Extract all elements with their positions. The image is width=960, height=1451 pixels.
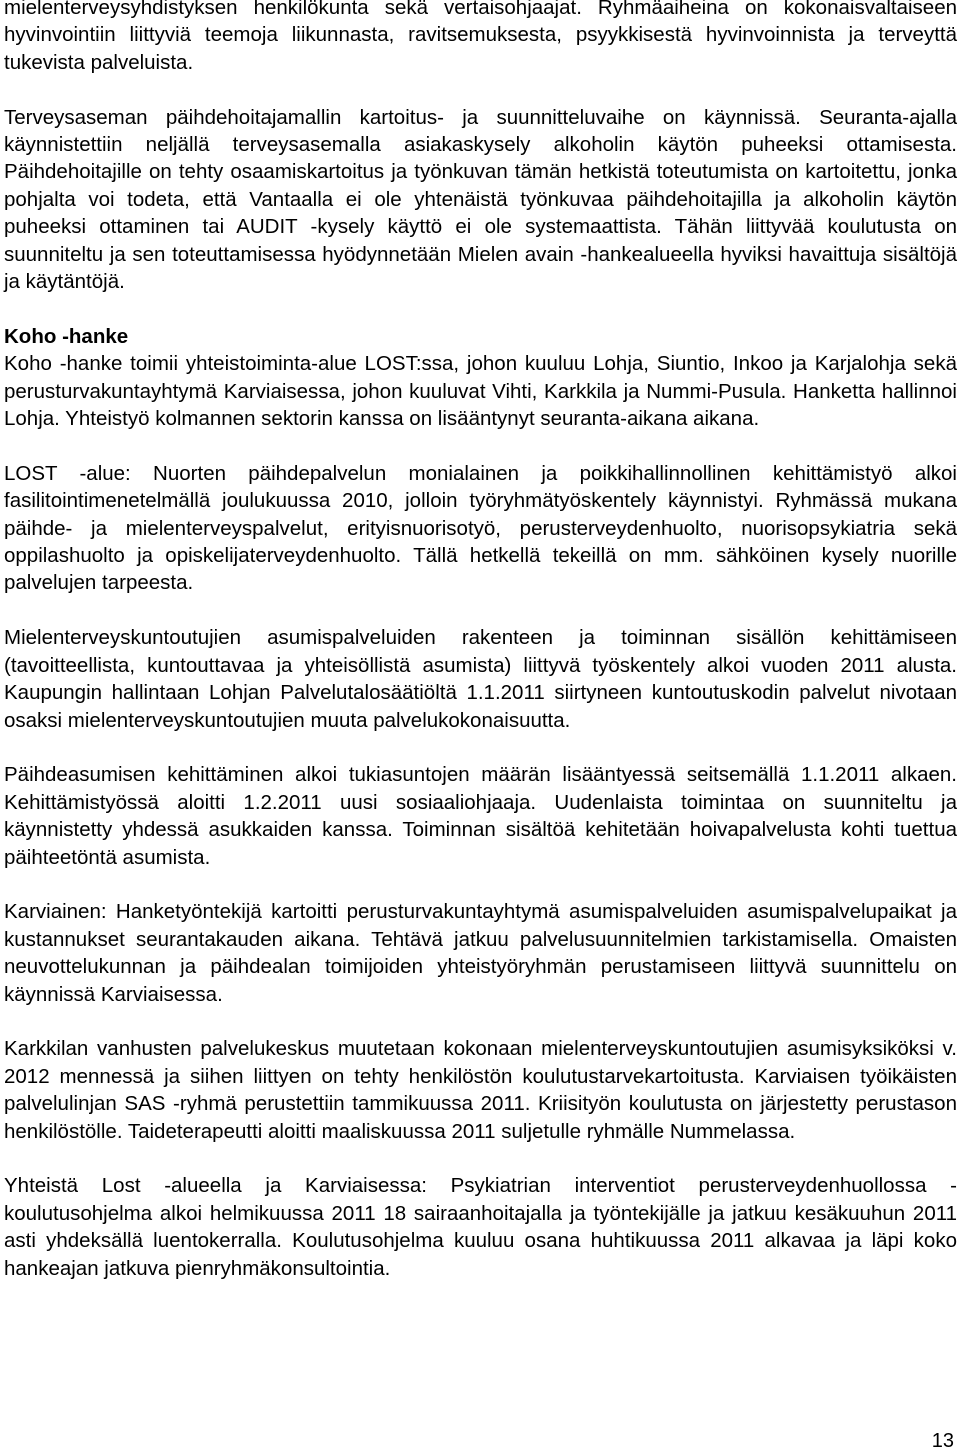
document-body — [4, 0, 957, 1282]
paragraph-asumispalvelut: Mielenterveyskuntoutujien asumispalveluiden rakenteen ja toiminnan sisällön kehittämiseen (tavoitteellista, kuntouttavaa ja yhteisöllistä asumista) liittyvä työskentely alkoi vuoden 2011 alusta. Kaupungin hallintaan Lohjan Palvelutalosäätiöltä 1.1.2011 siirtyneen kuntoutuskodin palvelut nivotaan osaksi mielenterveyskuntoutujien muuta palvelukokonaisuutta. — [4, 626, 957, 732]
section-heading-koho: Koho -hanke — [4, 324, 129, 348]
page-number: 13 — [931, 1430, 954, 1451]
paragraph-paihdeasuminen: Päihdeasumisen kehittäminen alkoi tukiasuntojen määrän lisääntyessä seitsemällä 1.1.2011 alkaen. Kehittämistyössä aloitti 1.2.2011 uusi sosiaaliohjaaja. Uudenlaista toimintaa on suunniteltu ja käynnistetty yhdessä asukkaiden kanssa. Toiminnan sisältöä kehitetään hoivapalvelusta kohti tuettua päihteetöntä asumista. — [4, 763, 957, 869]
paragraph-karkkila: Karkkilan vanhusten palvelukeskus muutetaan kokonaan mielenterveyskuntoutujien asumisyksiköksi v. 2012 mennessä ja siihen liittyen on tehty henkilöstön koulutustarvekartoitusta. Karviaisen työikäisten palvelulinjan SAS -ryhmä perustettiin tammikuussa 2011. Kriisityön koulutusta on järjestetty perustason henkilöstölle. Taideterapeutti aloitti maaliskuussa 2011 suljetulle ryhmälle Nummelassa. — [4, 1037, 957, 1143]
paragraph-intro-continuation: mielenterveysyhdistyksen henkilökunta sekä vertaisohjaajat. Ryhmäaiheina on kokonaisvaltaiseen hyvinvointiin liittyviä teemoja liikunnasta, ravitsemuksesta, psyykkisestä hyvinvoinnista ja terveyttä tukevista palveluista. — [4, 0, 957, 74]
paragraph-lost-alue: LOST -alue: Nuorten päihdepalvelun monialainen ja poikkihallinnollinen kehittämistyö alkoi fasilitointimenetelmällä joulukuussa 2010, jolloin työryhmätyöskentely käynnistyi. Ryhmässä mukana päihde- ja mielenterveyspalvelut, erityisnuorisotyö, perusterveydenhuolto, nuorisopsykiatria sekä oppilashuolto ja opiskelijaterveydenhuolto. Tällä hetkellä tekeillä on mm. sähköinen kysely nuorille palvelujen tarpeesta. — [4, 461, 957, 595]
paragraph-yhteista: Yhteistä Lost -alueella ja Karviaisessa: Psykiatrian interventiot perusterveydenhuollossa - koulutusohjelma alkoi helmikuussa 2011 18 sairaanhoitajalla ja työntekijälle ja jatkuu kesäkuuhun 2011 asti yhdeksällä luentokerralla. Koulutusohjelma kuuluu osana huhtikuussa 2011 alkavaa ja läpi koko hankeajan jatkuva pienryhmäkonsultointia. — [4, 1174, 957, 1280]
paragraph-karviainen: Karviainen: Hanketyöntekijä kartoitti perusturvakuntayhtymä asumispalveluiden asumispalvelupaikat ja kustannukset seurantakauden aikana. Tehtävä jatkuu palvelusuunnitelmien tarkistamisella. Omaisten neuvottelukunnan ja päihdealan toimijoiden yhteistyöryhmän perustamiseen liittyvä suunnittelu on käynnissä Karviaisessa. — [4, 900, 957, 1006]
paragraph-terveysasema: Terveysaseman päihdehoitajamallin kartoitus- ja suunnitteluvaihe on käynnissä. Seuranta-ajalla käynnistettiin neljällä terveysasemalla asiakaskysely alkoholin käytön puheeksi ottamisesta. Päihdehoitajille on tehty osaamiskartoitus ja työnkuvan tämän hetkistä toteutumista on kartoitettu, jonka pohjalta voi todeta, että Vantaalla ei ole yhtenäistä työnkuvaa päihdehoitajilla ja alkoholin käytön puheeksi ottaminen tai AUDIT -kysely käyttö ei ole systemaattista. Tähän liittyvää koulutusta on suunniteltu ja sen toteuttamisessa hyödynnetään Mielen avain -hankealueella hyviksi havaittuja sisältöjä ja käytäntöjä. — [4, 105, 957, 294]
paragraph-koho-overview: Koho -hanke toimii yhteistoiminta-alue LOST:ssa, johon kuuluu Lohja, Siuntio, Inkoo ja Karjalohja sekä perusturvakuntayhtymä Karviaisessa, johon kuuluvat Vihti, Karkkila ja Nummi-Pusula. Hanketta hallinnoi Lohja. Yhteistyö kolmannen sektorin kanssa on lisääntynyt seuranta-aikana aikana. — [4, 352, 957, 431]
